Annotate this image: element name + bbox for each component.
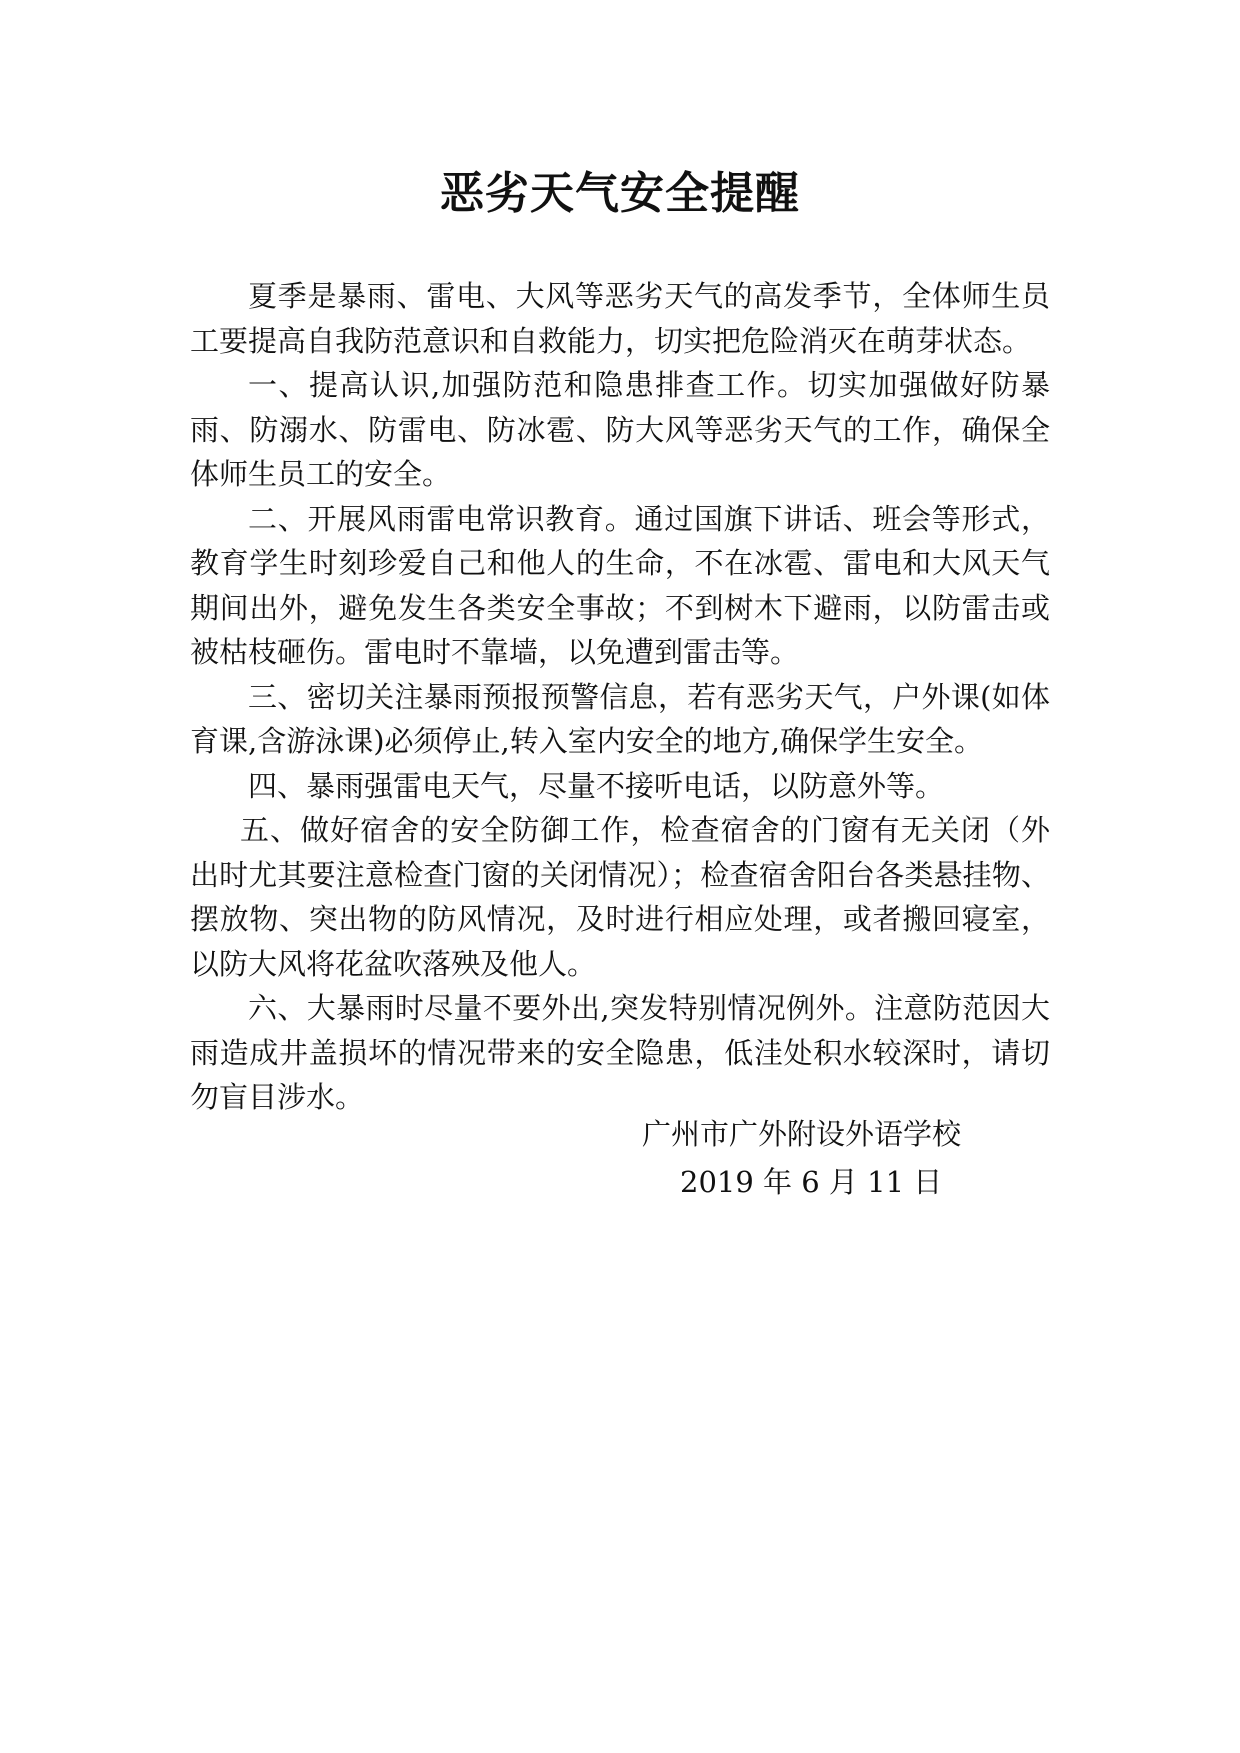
paragraph-item-1: 一、提高认识,加强防范和隐患排查工作。切实加强做好防暴雨、防溺水、防雷电、防冰雹、防大风等恶劣天气的工作，确保全体师生员工的安全。 [190, 368, 1050, 491]
signature-organization: 广州市广外附设外语学校 [642, 1117, 962, 1151]
document-title: 恶劣天气安全提醒 [440, 168, 800, 219]
signature-date: 2019 年 6 月 11 日 [680, 1165, 943, 1199]
paragraph-item-6: 六、大暴雨时尽量不要外出,突发特别情况例外。注意防范因大雨造成井盖损坏的情况带来的安全隐患，低洼处积水较深时，请切勿盲目涉水。 [190, 991, 1050, 1114]
document-body [190, 274, 1050, 1120]
paragraph-intro: 夏季是暴雨、雷电、大风等恶劣天气的高发季节，全体师生员工要提高自我防范意识和自救能力，切实把危险消灭在萌芽状态。 [190, 279, 1050, 358]
paragraph-item-3: 三、密切关注暴雨预报预警信息，若有恶劣天气，户外课(如体育课,含游泳课)必须停止,转入室内安全的地方,确保学生安全。 [190, 679, 1050, 758]
signature-block [620, 1110, 1020, 1206]
paragraph-item-4: 四、暴雨强雷电天气，尽量不接听电话，以防意外等。 [248, 768, 945, 803]
paragraph-item-5: 五、做好宿舍的安全防御工作，检查宿舍的门窗有无关闭（外出时尤其要注意检查门窗的关闭情况）；检查宿舍阳台各类悬挂物、摆放物、突出物的防风情况，及时进行相应处理，或者搬回寝室，以防大风将花盆吹落殃及他人。 [190, 813, 1050, 981]
paragraph-item-2: 二、开展风雨雷电常识教育。通过国旗下讲话、班会等形式，教育学生时刻珍爱自己和他人的生命，不在冰雹、雷电和大风天气期间出外，避免发生各类安全事故；不到树木下避雨，以防雷击或被枯枝砸伤。雷电时不靠墙，以免遭到雷击等。 [190, 501, 1050, 669]
